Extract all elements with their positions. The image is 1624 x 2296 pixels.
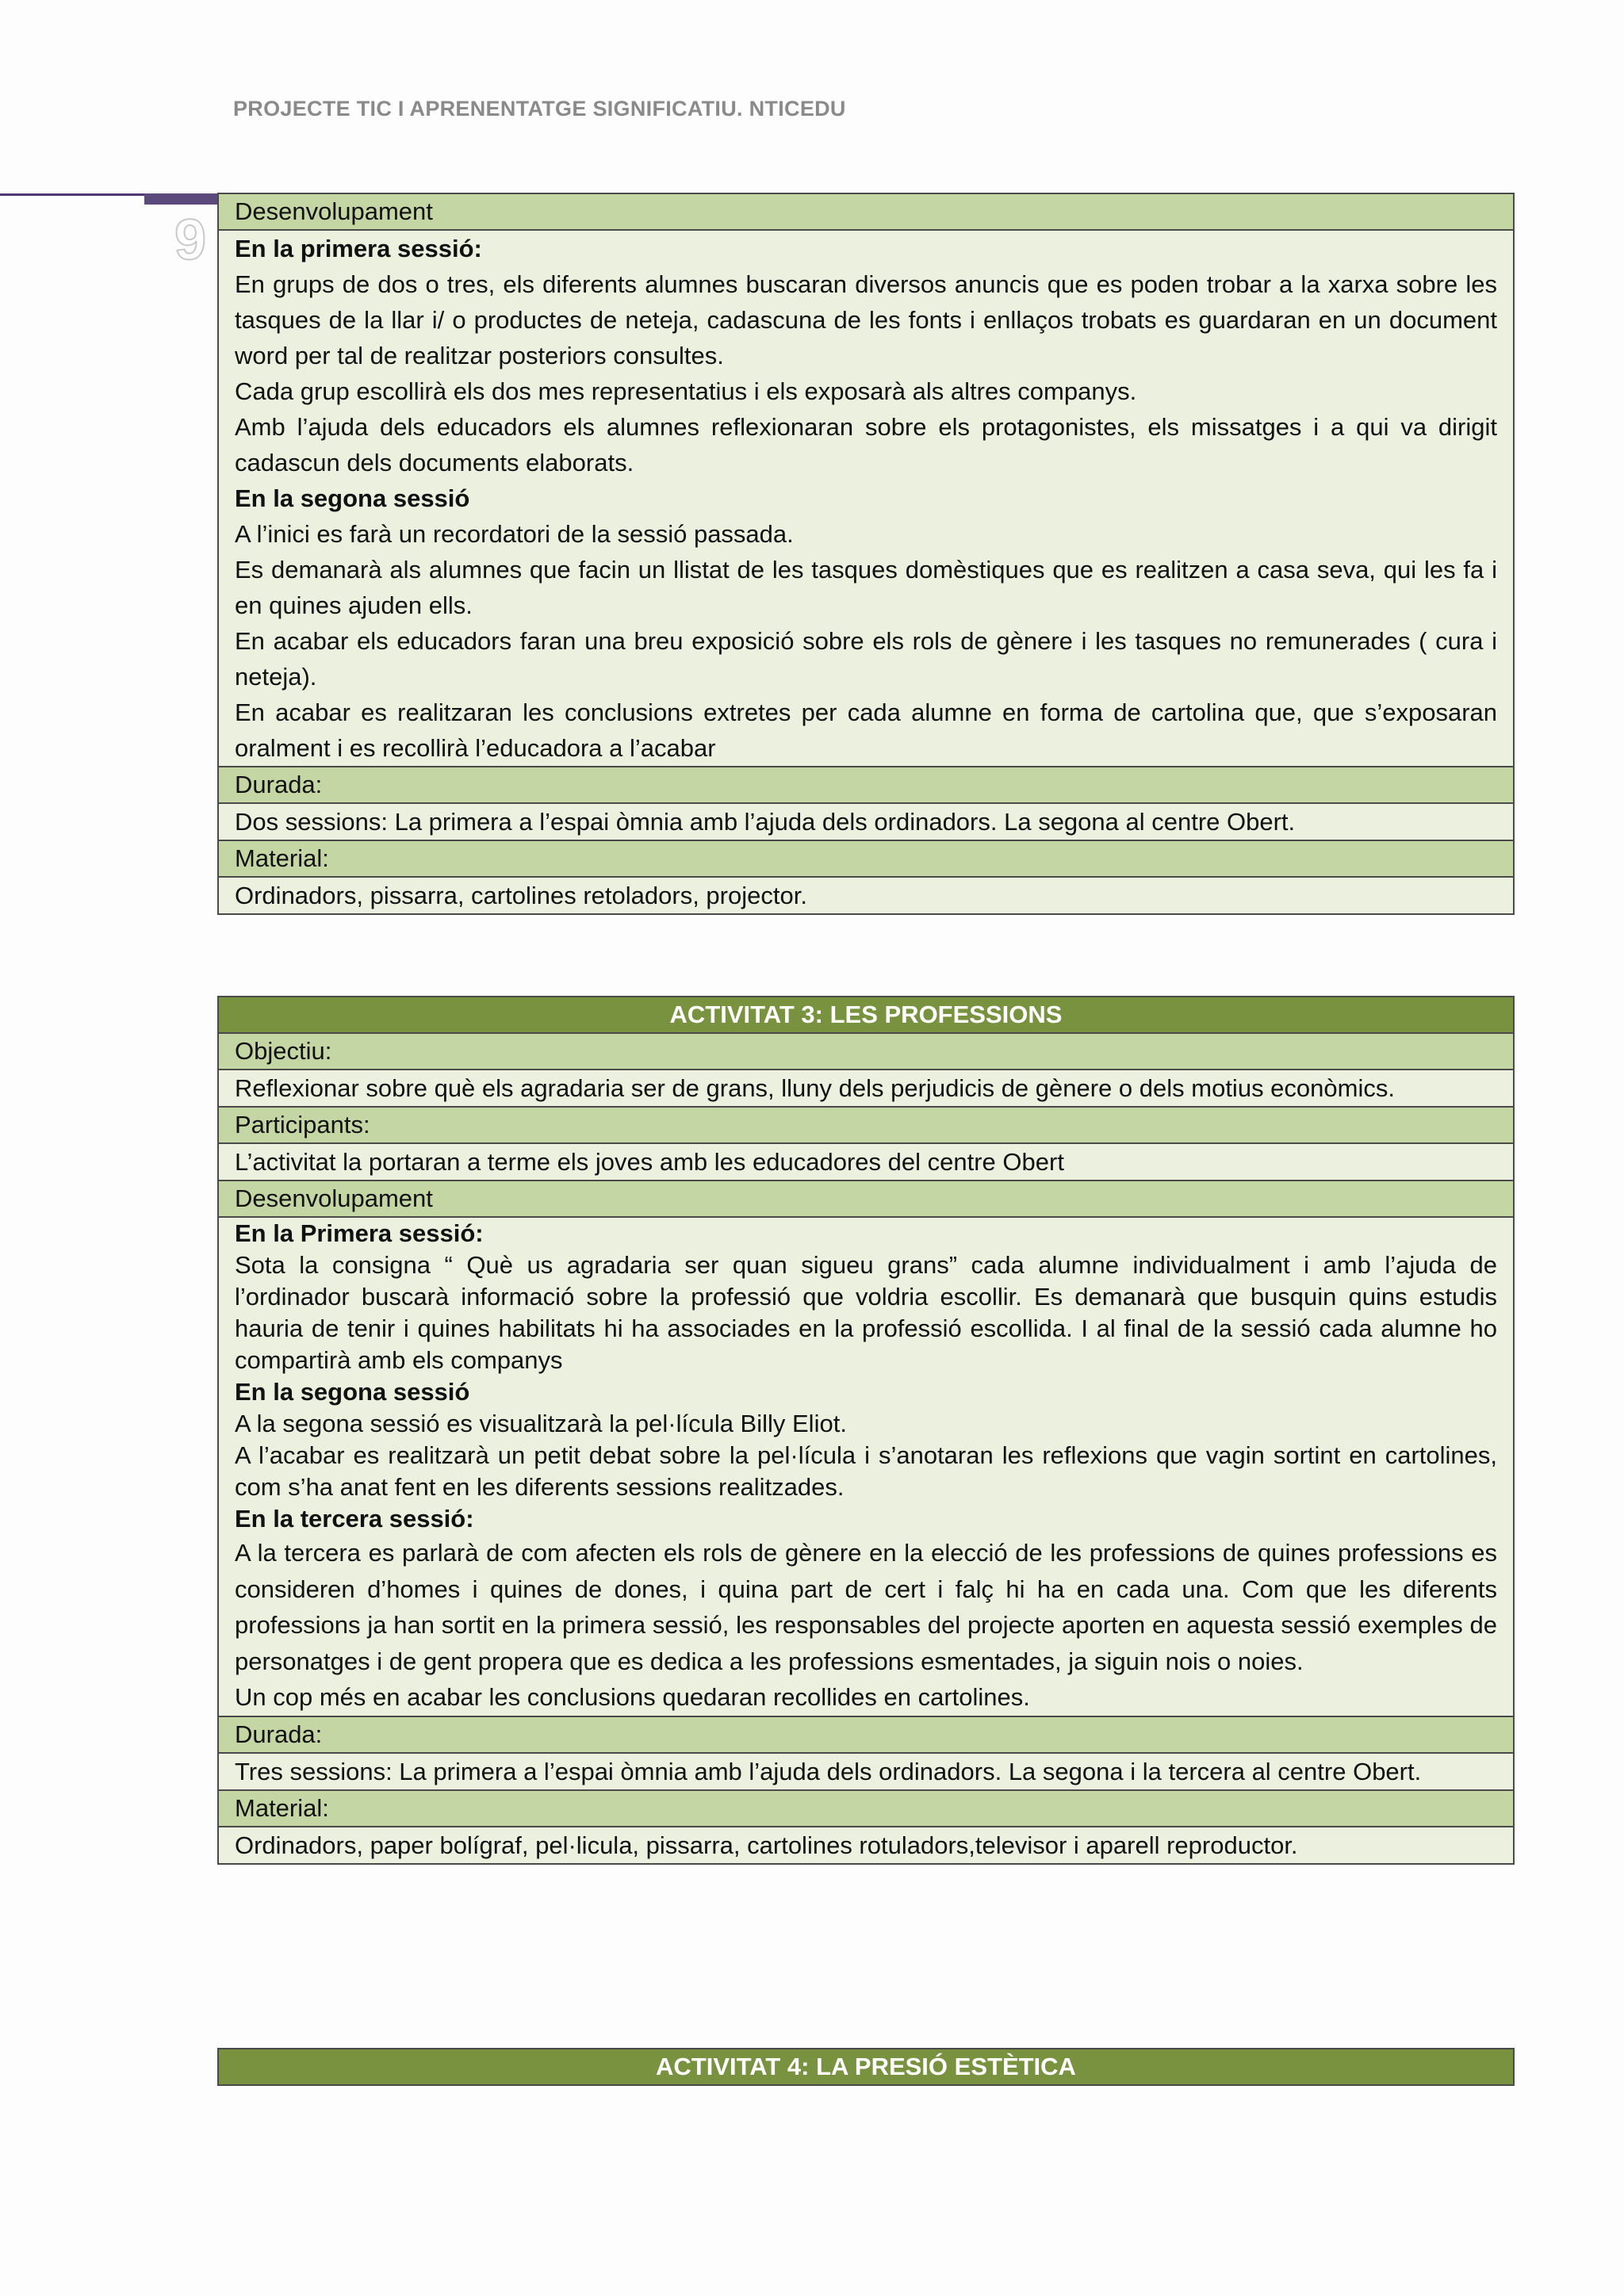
desenvolupament-content [219, 1216, 1513, 1716]
paragraph: A la tercera es parlarà de com afecten els rols de gènere en la elecció de les professions de quines professions es consideren d’homes i quines de dones, i quina part de cert i falç hi ha en cada una. Com que les diferents professions ja han sortit en la primera sessió, les responsables del projecte aporten en aquesta sessió exemples de personatges i de gent propera que es dedica a les professions esmentades, ja siguin nois o noies. [235, 1539, 1497, 1675]
paragraph: Amb l’ajuda dels educadors els alumnes reflexionaran sobre els protagonistes, els missatges i a qui va dirigit cadascun dels documents elaborats. [235, 413, 1497, 476]
durada-content: Dos sessions: La primera a l’espai òmnia amb l’ajuda dels ordinadors. La segona al centre Obert. [219, 802, 1513, 840]
durada-content: Tres sessions: La primera a l’espai òmnia amb l’ajuda dels ordinadors. La segona i la tercera al centre Obert. [219, 1752, 1513, 1789]
session-1-heading: En la Primera sessió: [235, 1219, 484, 1247]
activity-3-table [217, 996, 1515, 1865]
session-2-heading: En la segona sessió [235, 484, 470, 512]
paragraph: En acabar els educadors faran una breu exposició sobre els rols de gènere i les tasques no remunerades ( cura i neteja). [235, 627, 1497, 691]
page-number: 9 [174, 209, 207, 272]
material-content: Ordinadors, paper bolígraf, pel·licula, pissarra, cartolines rotuladors,televisor i aparell reproductor. [219, 1826, 1513, 1863]
paragraph: A l’acabar es realitzarà un petit debat sobre la pel·lícula i s’anotaran les reflexions que vagin sortint en cartolines, com s’ha anat fent en les diferents sessions realitzades. [235, 1441, 1497, 1501]
activity-4-title: ACTIVITAT 4: LA PRESIÓ ESTÈTICA [219, 2049, 1513, 2084]
session-1-heading: En la primera sessió: [235, 235, 482, 262]
paragraph: En grups de dos o tres, els diferents alumnes buscaran diversos anuncis que es poden trobar a la xarxa sobre les tasques de la llar i/ o productes de neteja, cadascuna de les fonts i enllaços trobats es guardaran en un document word per tal de realitzar posteriors consultes. [235, 270, 1497, 369]
objectiu-label: Objectiu: [219, 1032, 1513, 1069]
desenvolupament-content [219, 229, 1513, 766]
paragraph: A l’inici es farà un recordatori de la sessió passada. [235, 520, 794, 548]
desenvolupament-label: Desenvolupament [219, 1180, 1513, 1216]
paragraph: Un cop més en acabar les conclusions quedaran recollides en cartolines. [235, 1683, 1030, 1711]
desenvolupament-label: Desenvolupament [219, 194, 1513, 229]
page-number-tab [144, 193, 219, 205]
objectiu-content: Reflexionar sobre què els agradaria ser de grans, lluny dels perjudicis de gènere o dels motius econòmics. [219, 1069, 1513, 1106]
activity-4-table [217, 2048, 1515, 2086]
participants-content: L’activitat la portaran a terme els joves amb les educadores del centre Obert [219, 1142, 1513, 1180]
activity-2-table [217, 193, 1515, 915]
durada-label: Durada: [219, 1716, 1513, 1752]
material-content: Ordinadors, pissarra, cartolines retoladors, projector. [219, 876, 1513, 913]
paragraph: Sota la consigna “ Què us agradaria ser quan sigueu grans” cada alumne individualment i amb l’ajuda de l’ordinador buscarà informació sobre la professió que voldria escollir. Es demanarà que busquin quins estudis hauria de tenir i quines habilitats hi ha associades en la professió escollida. I al final de la sessió cada alumne ho compartirà amb els companys [235, 1251, 1497, 1374]
durada-label: Durada: [219, 766, 1513, 802]
session-3-heading: En la tercera sessió: [235, 1505, 474, 1533]
paragraph: En acabar es realitzaran les conclusions extretes per cada alumne en forma de cartolina que, que s’exposaran oralment i es recollirà l’educadora a l’acabar [235, 698, 1497, 762]
paragraph: Es demanarà als alumnes que facin un llistat de les tasques domèstiques que es realitzen a casa seva, qui les fa i en quines ajuden ells. [235, 556, 1497, 619]
paragraph: Cada grup escollirà els dos mes representatius i els exposarà als altres companys. [235, 377, 1137, 405]
activity-3-title: ACTIVITAT 3: LES PROFESSIONS [219, 997, 1513, 1032]
page-header: PROJECTE TIC I APRENENTATGE SIGNIFICATIU. NTICEDU [233, 97, 846, 121]
paragraph: A la segona sessió es visualitzarà la pel·lícula Billy Eliot. [235, 1410, 847, 1437]
material-label: Material: [219, 1789, 1513, 1826]
session-2-heading: En la segona sessió [235, 1378, 470, 1406]
participants-label: Participants: [219, 1106, 1513, 1142]
material-label: Material: [219, 840, 1513, 876]
